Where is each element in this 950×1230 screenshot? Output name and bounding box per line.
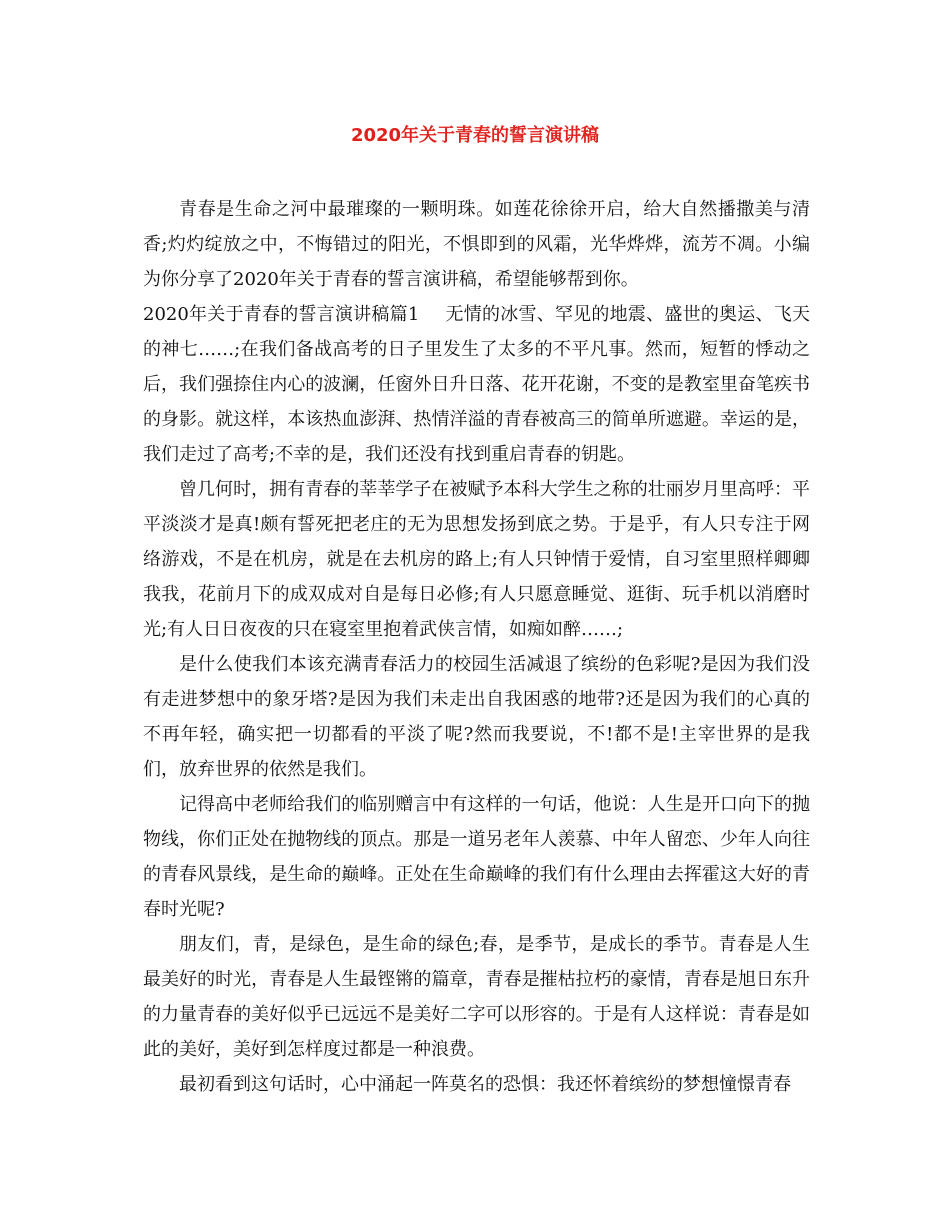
section-heading: 2020年关于青春的誓言演讲稿篇1	[143, 304, 420, 325]
body-paragraph: 朋友们，青，是绿色，是生命的绿色;春，是季节，是成长的季节。青春是人生最美好的时光，青春是人生最铿锵的篇章，青春是摧枯拉朽的豪情，青春是旭日东升的力量青春的美好似乎已远远不是美好二字可以形容的。于是有人这样说：青春是如此的美好，美好到怎样度过都是一种浪费。	[143, 934, 810, 1060]
document-body	[143, 192, 810, 1102]
body-paragraph: 最初看到这句话时，心中涌起一阵莫名的恐惧：我还怀着缤纷的梦想憧憬青春	[179, 1074, 791, 1095]
intro-paragraph: 青春是生命之河中最璀璨的一颗明珠。如莲花徐徐开启，给大自然播撒美与清香;灼灼绽放之中，不悔错过的阳光，不惧即到的风霜，光华烨烨，流芳不凋。小编为你分享了2020年关于青春的誓言演讲稿，希望能够帮到你。	[143, 199, 810, 290]
body-paragraph: 记得高中老师给我们的临别赠言中有这样的一句话，他说：人生是开口向下的抛物线，你们正处在抛物线的顶点。那是一道另老年人羡慕、中年人留恋、少年人向往的青春风景线，是生命的巅峰。正处在生命巅峰的我们有什么理由去挥霍这大好的青春时光呢?	[143, 794, 810, 920]
document-title: 2020年关于青春的誓言演讲稿	[350, 125, 600, 146]
body-paragraph: 是什么使我们本该充满青春活力的校园生活减退了缤纷的色彩呢?是因为我们没有走进梦想中的象牙塔?是因为我们未走出自我困惑的地带?还是因为我们的心真的不再年轻，确实把一切都看的平淡了呢?然而我要说，不!都不是!主宰世界的是我们，放弃世界的依然是我们。	[143, 654, 810, 780]
body-paragraph: 曾几何时，拥有青春的莘莘学子在被赋予本科大学生之称的壮丽岁月里高呼：平平淡淡才是真!颇有誓死把老庄的无为思想发扬到底之势。于是乎，有人只专注于网络游戏，不是在机房，就是在去机房的路上;有人只钟情于爱情，自习室里照样卿卿我我，花前月下的成双成对自是每日必修;有人只愿意睡觉、逛街、玩手机以消磨时光;有人日日夜夜的只在寝室里抱着武侠言情，如痴如醉……;	[143, 479, 810, 640]
section-first-text: 无情的冰雪、罕见的地震、盛世的奥运、飞天的神七……;在我们备战高考的日子里发生了太多的不平凡事。然而，短暂的悸动之后，我们强捺住内心的波澜，任窗外日升日落、花开花谢，不变的是教室里奋笔疾书的身影。就这样，本该热血澎湃、热情洋溢的青春被高三的简单所遮避。幸运的是，我们走过了高考;不幸的是，我们还没有找到重启青春的钥匙。	[143, 304, 810, 465]
section-first-paragraph	[143, 297, 810, 472]
